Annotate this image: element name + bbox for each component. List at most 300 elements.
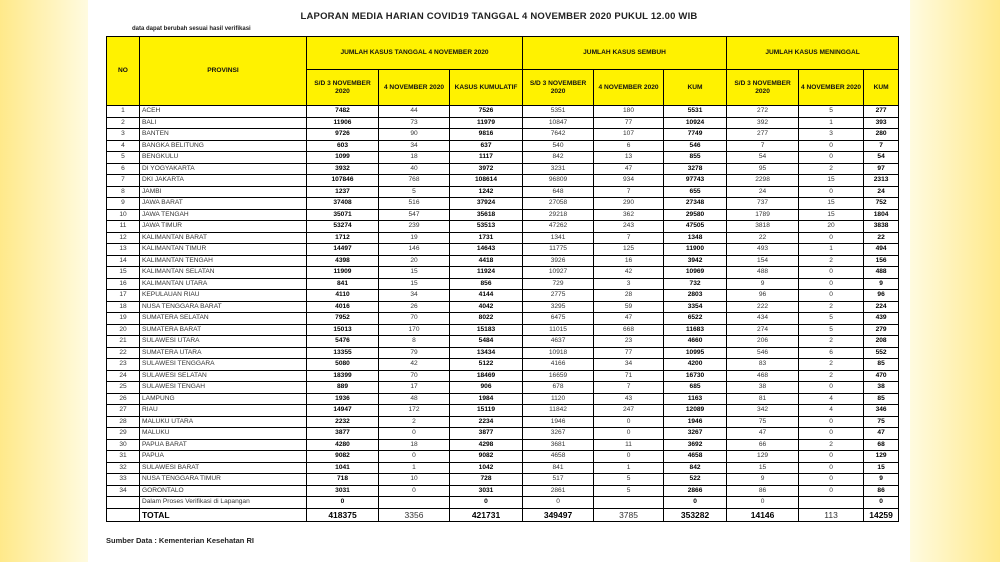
province-name: SULAWESI BARAT (140, 462, 307, 474)
value-cell: 7 (727, 140, 799, 152)
value-cell: 10918 (523, 347, 594, 359)
table-row (107, 474, 899, 486)
value-cell: 1348 (664, 232, 727, 244)
value-cell: 96 (864, 290, 899, 302)
total-no-cell (107, 508, 140, 521)
value-cell: 3231 (523, 163, 594, 175)
table-row (107, 439, 899, 451)
value-cell: 90 (379, 129, 450, 141)
row-number: 3 (107, 129, 140, 141)
value-cell: 11775 (523, 244, 594, 256)
value-cell: 11909 (307, 267, 379, 279)
row-number: 4 (107, 140, 140, 152)
value-cell: 668 (594, 324, 664, 336)
value-cell: 14947 (307, 405, 379, 417)
value-cell: 247 (594, 405, 664, 417)
value-cell: 107846 (307, 175, 379, 187)
value-cell: 637 (450, 140, 523, 152)
province-name: JAWA TENGAH (140, 209, 307, 221)
value-cell: 4658 (523, 451, 594, 463)
value-cell: 5476 (307, 336, 379, 348)
value-cell: 1 (379, 462, 450, 474)
table-row (107, 232, 899, 244)
background-left (0, 0, 88, 562)
value-cell: 3295 (523, 301, 594, 313)
value-cell: 5 (799, 106, 864, 118)
value-cell: 274 (727, 324, 799, 336)
value-cell: 0 (799, 451, 864, 463)
value-cell: 1042 (450, 462, 523, 474)
row-number: 9 (107, 198, 140, 210)
total-value: 14259 (864, 508, 899, 521)
value-cell: 48 (379, 393, 450, 405)
value-cell: 4 (799, 393, 864, 405)
value-cell: 23 (594, 336, 664, 348)
value-cell: 4637 (523, 336, 594, 348)
table-row (107, 428, 899, 440)
value-cell: 35071 (307, 209, 379, 221)
row-number: 13 (107, 244, 140, 256)
row-number: 2 (107, 117, 140, 129)
value-cell: 3877 (450, 428, 523, 440)
value-cell: 14497 (307, 244, 379, 256)
value-cell: 4042 (450, 301, 523, 313)
value-cell: 470 (864, 370, 899, 382)
value-cell: 3267 (523, 428, 594, 440)
value-cell: 3278 (664, 163, 727, 175)
value-cell: 280 (864, 129, 899, 141)
value-cell: 1946 (523, 416, 594, 428)
province-name: BANGKA BELITUNG (140, 140, 307, 152)
value-cell: 107 (594, 129, 664, 141)
value-cell: 70 (379, 370, 450, 382)
table-row (107, 267, 899, 279)
value-cell: 1712 (307, 232, 379, 244)
value-cell: 9082 (307, 451, 379, 463)
value-cell: 516 (379, 198, 450, 210)
value-cell: 10969 (664, 267, 727, 279)
value-cell: 4 (799, 405, 864, 417)
province-name: ACEH (140, 106, 307, 118)
value-cell: 15183 (450, 324, 523, 336)
value-cell: 0 (799, 278, 864, 290)
value-cell: 2313 (864, 175, 899, 187)
value-cell: 439 (864, 313, 899, 325)
value-cell: 129 (727, 451, 799, 463)
value-cell: 718 (307, 474, 379, 486)
province-name: SUMATERA UTARA (140, 347, 307, 359)
table-row (107, 278, 899, 290)
value-cell: 2861 (523, 485, 594, 497)
value-cell: 13355 (307, 347, 379, 359)
value-cell: 277 (864, 106, 899, 118)
table-body (107, 106, 899, 522)
value-cell: 1237 (307, 186, 379, 198)
value-cell: 3926 (523, 255, 594, 267)
value-cell: 15119 (450, 405, 523, 417)
value-cell: 0 (379, 451, 450, 463)
value-cell: 206 (727, 336, 799, 348)
value-cell: 290 (594, 198, 664, 210)
value-cell: 1120 (523, 393, 594, 405)
value-cell: 0 (799, 186, 864, 198)
value-cell: 24 (864, 186, 899, 198)
row-number: 23 (107, 359, 140, 371)
value-cell: 53513 (450, 221, 523, 233)
value-cell: 86 (727, 485, 799, 497)
value-cell: 11 (594, 439, 664, 451)
value-cell: 1 (799, 117, 864, 129)
value-cell: 35618 (450, 209, 523, 221)
value-cell: 0 (799, 428, 864, 440)
value-cell: 13 (594, 152, 664, 164)
value-cell: 0 (727, 497, 799, 509)
value-cell: 16659 (523, 370, 594, 382)
value-cell: 2 (379, 416, 450, 428)
value-cell: 856 (450, 278, 523, 290)
value-cell: 53274 (307, 221, 379, 233)
header-kasus-sd: S/D 3 NOVEMBER 2020 (307, 70, 379, 106)
value-cell: 3 (799, 129, 864, 141)
value-cell: 2866 (664, 485, 727, 497)
value-cell: 6475 (523, 313, 594, 325)
value-cell: 729 (523, 278, 594, 290)
table-row (107, 140, 899, 152)
row-number: 16 (107, 278, 140, 290)
value-cell: 728 (450, 474, 523, 486)
value-cell: 7952 (307, 313, 379, 325)
value-cell: 22 (864, 232, 899, 244)
value-cell: 4280 (307, 439, 379, 451)
value-cell: 10927 (523, 267, 594, 279)
value-cell: 15 (799, 175, 864, 187)
value-cell: 18 (379, 439, 450, 451)
value-cell: 2298 (727, 175, 799, 187)
total-value: 421731 (450, 508, 523, 521)
value-cell: 95 (727, 163, 799, 175)
value-cell: 170 (379, 324, 450, 336)
value-cell: 2 (799, 439, 864, 451)
value-cell: 11683 (664, 324, 727, 336)
value-cell: 54 (864, 152, 899, 164)
value-cell (594, 497, 664, 509)
value-cell: 1731 (450, 232, 523, 244)
value-cell: 0 (799, 485, 864, 497)
value-cell: 54 (727, 152, 799, 164)
header-no: NO (107, 37, 140, 106)
value-cell (799, 497, 864, 509)
value-cell: 4110 (307, 290, 379, 302)
header-kasus-today: 4 NOVEMBER 2020 (379, 70, 450, 106)
table-row (107, 198, 899, 210)
province-name: GORONTALO (140, 485, 307, 497)
total-value: 353282 (664, 508, 727, 521)
value-cell: 27348 (664, 198, 727, 210)
value-cell: 346 (864, 405, 899, 417)
value-cell: 16 (594, 255, 664, 267)
province-name: MALUKU UTARA (140, 416, 307, 428)
row-number: 28 (107, 416, 140, 428)
row-number: 31 (107, 451, 140, 463)
value-cell: 15 (864, 462, 899, 474)
value-cell: 0 (307, 497, 379, 509)
value-cell: 3031 (307, 485, 379, 497)
value-cell: 14643 (450, 244, 523, 256)
value-cell: 0 (664, 497, 727, 509)
value-cell: 1 (799, 244, 864, 256)
province-name: SULAWESI UTARA (140, 336, 307, 348)
table-row (107, 347, 899, 359)
value-cell: 47 (727, 428, 799, 440)
value-cell: 18469 (450, 370, 523, 382)
report-title: LAPORAN MEDIA HARIAN COVID19 TANGGAL 4 NOVEMBER 2020 PUKUL 12.00 WIB (300, 11, 698, 22)
table-row (107, 336, 899, 348)
value-cell: 18399 (307, 370, 379, 382)
value-cell: 4016 (307, 301, 379, 313)
value-cell: 5080 (307, 359, 379, 371)
table-row (107, 405, 899, 417)
value-cell: 540 (523, 140, 594, 152)
province-name: JAWA TIMUR (140, 221, 307, 233)
value-cell: 2 (799, 301, 864, 313)
table-row (107, 324, 899, 336)
province-name: KEPULAUAN RIAU (140, 290, 307, 302)
row-number (107, 497, 140, 509)
total-value: 113 (799, 508, 864, 521)
value-cell: 841 (307, 278, 379, 290)
value-cell: 79 (379, 347, 450, 359)
value-cell: 7 (864, 140, 899, 152)
value-cell: 20 (379, 255, 450, 267)
value-cell: 0 (864, 497, 899, 509)
value-cell: 1117 (450, 152, 523, 164)
value-cell: 19 (379, 232, 450, 244)
table-row (107, 175, 899, 187)
header-mati-today: 4 NOVEMBER 2020 (799, 70, 864, 106)
value-cell: 59 (594, 301, 664, 313)
province-name: KALIMANTAN TENGAH (140, 255, 307, 267)
header-group-sembuh: JUMLAH KASUS SEMBUH (523, 37, 727, 70)
value-cell: 3932 (307, 163, 379, 175)
table-row (107, 221, 899, 233)
value-cell: 154 (727, 255, 799, 267)
value-cell: 737 (727, 198, 799, 210)
value-cell: 96809 (523, 175, 594, 187)
row-number: 30 (107, 439, 140, 451)
province-name: BENGKULU (140, 152, 307, 164)
header-sembuh-kum: KUM (664, 70, 727, 106)
value-cell: 73 (379, 117, 450, 129)
total-value: 3785 (594, 508, 664, 521)
value-cell: 47 (864, 428, 899, 440)
value-cell: 44 (379, 106, 450, 118)
value-cell: 855 (664, 152, 727, 164)
value-cell: 3942 (664, 255, 727, 267)
value-cell: 85 (864, 393, 899, 405)
value-cell: 7749 (664, 129, 727, 141)
value-cell: 34 (379, 290, 450, 302)
value-cell: 24 (727, 186, 799, 198)
value-cell: 842 (523, 152, 594, 164)
covid-table (106, 36, 899, 522)
province-name: PAPUA (140, 451, 307, 463)
value-cell: 392 (727, 117, 799, 129)
value-cell: 393 (864, 117, 899, 129)
total-row (107, 508, 899, 521)
value-cell: 678 (523, 382, 594, 394)
value-cell: 4660 (664, 336, 727, 348)
row-number: 7 (107, 175, 140, 187)
value-cell: 752 (864, 198, 899, 210)
value-cell: 342 (727, 405, 799, 417)
value-cell: 9 (727, 474, 799, 486)
value-cell: 3818 (727, 221, 799, 233)
value-cell: 8022 (450, 313, 523, 325)
value-cell: 552 (864, 347, 899, 359)
value-cell: 4144 (450, 290, 523, 302)
value-cell: 1163 (664, 393, 727, 405)
value-cell: 5 (594, 474, 664, 486)
value-cell: 7 (594, 232, 664, 244)
value-cell: 1041 (307, 462, 379, 474)
value-cell: 0 (594, 416, 664, 428)
value-cell: 156 (864, 255, 899, 267)
value-cell: 7642 (523, 129, 594, 141)
table-row (107, 106, 899, 118)
value-cell: 208 (864, 336, 899, 348)
value-cell: 96 (727, 290, 799, 302)
table-row (107, 382, 899, 394)
value-cell: 7526 (450, 106, 523, 118)
header-mati-sd: S/D 3 NOVEMBER 2020 (727, 70, 799, 106)
total-value: 3356 (379, 508, 450, 521)
value-cell: 5484 (450, 336, 523, 348)
province-name: KALIMANTAN SELATAN (140, 267, 307, 279)
value-cell: 685 (664, 382, 727, 394)
value-cell: 3692 (664, 439, 727, 451)
value-cell: 71 (594, 370, 664, 382)
value-cell: 522 (664, 474, 727, 486)
value-cell: 0 (799, 232, 864, 244)
value-cell: 0 (799, 290, 864, 302)
value-cell: 468 (727, 370, 799, 382)
background-right (910, 0, 1000, 562)
value-cell: 10847 (523, 117, 594, 129)
value-cell: 1099 (307, 152, 379, 164)
table-row (107, 451, 899, 463)
total-label: TOTAL (140, 508, 307, 521)
value-cell: 26 (379, 301, 450, 313)
province-name: DKI JAKARTA (140, 175, 307, 187)
value-cell: 7482 (307, 106, 379, 118)
row-number: 14 (107, 255, 140, 267)
total-value: 14146 (727, 508, 799, 521)
header-group-meninggal: JUMLAH KASUS MENINGGAL (727, 37, 899, 70)
value-cell: 0 (799, 140, 864, 152)
province-name: BALI (140, 117, 307, 129)
value-cell: 0 (379, 485, 450, 497)
value-cell: 6 (594, 140, 664, 152)
province-name: SUMATERA SELATAN (140, 313, 307, 325)
value-cell: 3681 (523, 439, 594, 451)
value-cell: 4658 (664, 451, 727, 463)
province-name: BANTEN (140, 129, 307, 141)
value-cell: 97743 (664, 175, 727, 187)
value-cell: 15 (727, 462, 799, 474)
value-cell: 9816 (450, 129, 523, 141)
value-cell: 125 (594, 244, 664, 256)
value-cell: 40 (379, 163, 450, 175)
value-cell: 842 (664, 462, 727, 474)
value-cell: 9082 (450, 451, 523, 463)
table-row (107, 129, 899, 141)
table-row (107, 485, 899, 497)
value-cell: 27058 (523, 198, 594, 210)
province-name: PAPUA BARAT (140, 439, 307, 451)
value-cell: 547 (379, 209, 450, 221)
value-cell: 6522 (664, 313, 727, 325)
value-cell: 1804 (864, 209, 899, 221)
value-cell: 37408 (307, 198, 379, 210)
value-cell: 34 (594, 359, 664, 371)
row-number: 22 (107, 347, 140, 359)
value-cell: 272 (727, 106, 799, 118)
value-cell: 47505 (664, 221, 727, 233)
value-cell: 15 (379, 267, 450, 279)
value-cell: 16730 (664, 370, 727, 382)
value-cell: 13434 (450, 347, 523, 359)
table-row (107, 370, 899, 382)
value-cell: 47 (594, 313, 664, 325)
row-number: 25 (107, 382, 140, 394)
value-cell: 0 (799, 474, 864, 486)
value-cell: 3877 (307, 428, 379, 440)
value-cell: 10924 (664, 117, 727, 129)
province-name: JAMBI (140, 186, 307, 198)
value-cell: 0 (799, 462, 864, 474)
value-cell: 47262 (523, 221, 594, 233)
value-cell: 11924 (450, 267, 523, 279)
header-provinsi: PROVINSI (140, 37, 307, 106)
table-row (107, 301, 899, 313)
table-row (107, 393, 899, 405)
report-page (88, 0, 910, 562)
value-cell: 75 (727, 416, 799, 428)
province-name: RIAU (140, 405, 307, 417)
value-cell: 517 (523, 474, 594, 486)
value-cell: 488 (727, 267, 799, 279)
value-cell: 732 (664, 278, 727, 290)
value-cell: 77 (594, 347, 664, 359)
value-cell: 20 (799, 221, 864, 233)
value-cell: 603 (307, 140, 379, 152)
value-cell: 2 (799, 359, 864, 371)
value-cell: 655 (664, 186, 727, 198)
value-cell: 2775 (523, 290, 594, 302)
value-cell: 9 (727, 278, 799, 290)
table-row (107, 209, 899, 221)
value-cell: 434 (727, 313, 799, 325)
value-cell: 5 (594, 485, 664, 497)
row-number: 21 (107, 336, 140, 348)
value-cell: 0 (799, 416, 864, 428)
value-cell: 9726 (307, 129, 379, 141)
value-cell: 66 (727, 439, 799, 451)
table-row (107, 359, 899, 371)
value-cell: 0 (379, 428, 450, 440)
row-number: 29 (107, 428, 140, 440)
value-cell: 0 (594, 451, 664, 463)
